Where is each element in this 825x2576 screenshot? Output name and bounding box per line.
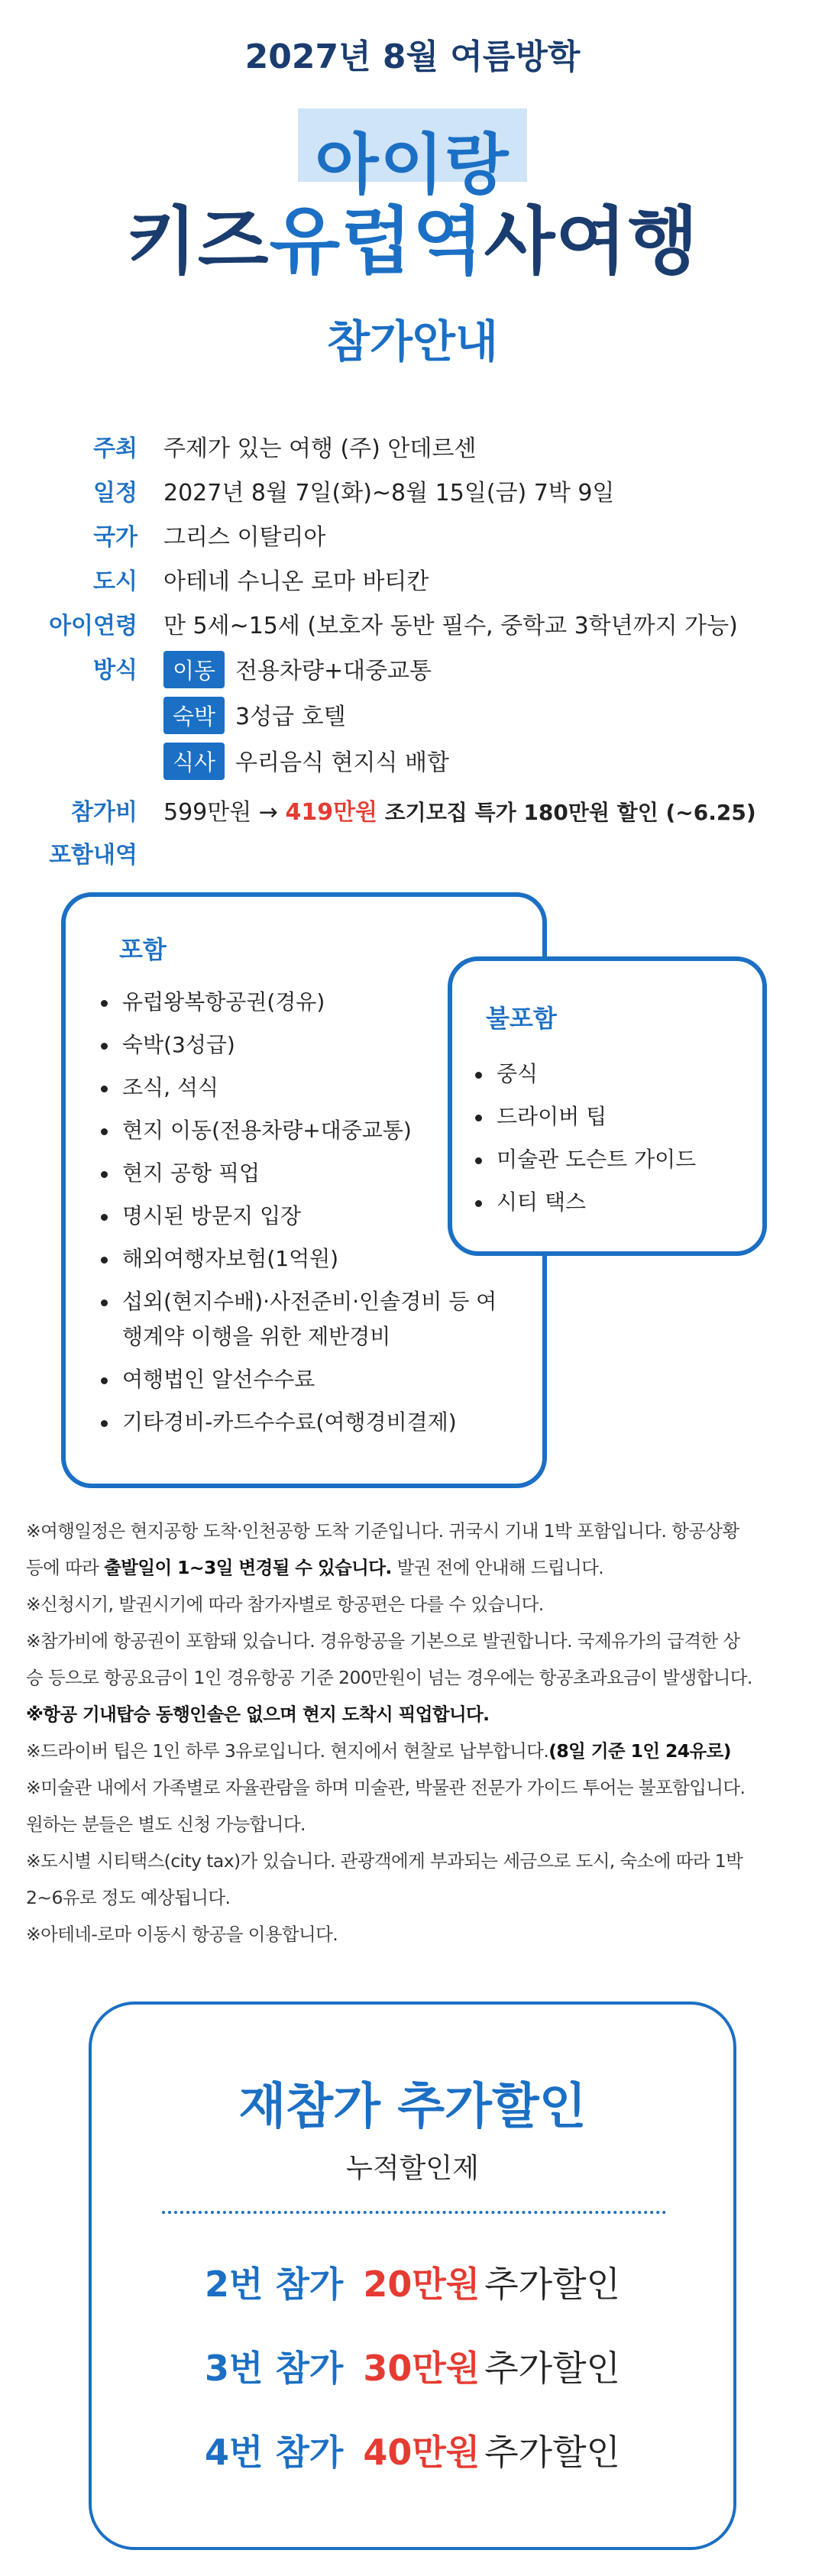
info-row-lodging [0,691,825,733]
list-item: 명시된 방문지 입장 [99,1202,497,1230]
city-label: 도시 [93,568,138,595]
note-text: 등에 따라 [26,1557,105,1578]
info-row-age [0,600,825,643]
list-item: 드라이버 팁 [474,1103,696,1131]
info-row-includes [0,830,825,872]
city-value: 아테네 수니온 로마 바티칸 [163,568,429,595]
participation-guide-title: 참가안내 [326,316,499,367]
note-line: ※도시별 시티택스(city tax)가 있습니다. 관광객에게 부과되는 세금으로 도시, 숙소에 따라 1박 [26,1850,743,1872]
note-line: ※여행일정은 현지공항 도착·인천공항 도착 기준입니다. 귀국시 기내 1박 포함입니다. 항공상황 [26,1520,739,1542]
included-title: 포함 [119,935,167,964]
hero-title-line1: 아이랑 [315,127,510,203]
list-item: 시티 택스 [474,1189,696,1216]
discount-amount: 30만원 [363,2348,480,2389]
discount-count: 3번 참가 [205,2348,344,2389]
rejoin-discount-box [89,2002,736,2550]
note-line: ※신청시기, 발권시기에 따라 참가자별로 항공편은 다를 수 있습니다. [26,1594,544,1615]
tag-lodging: 숙박 [163,697,225,734]
tag-transport: 이동 [163,651,225,688]
fee-sale: 419만원 [285,799,378,826]
age-value: 만 5세~15세 (보호자 동반 필수, 중학교 3학년까지 가능) [163,613,738,639]
note-line: ※미술관 내에서 가족별로 자율관람을 하며 미술관, 박물관 전문가 가이드 투어는 불포함입니다. [26,1777,746,1798]
discount-title: 재참가 추가할인 [238,2079,587,2135]
note-line: ※참가비에 항공권이 포함돼 있습니다. 경유항공을 기본으로 발권합니다. 국제유가의 급격한 상 [26,1630,740,1652]
age-label: 아이연령 [49,613,138,639]
info-row-schedule [0,468,825,510]
note-line: 2~6유로 정도 예상됩니다. [26,1887,231,1908]
fee-note: 조기모집 특가 180만원 할인 (~6.25) [384,800,756,825]
info-row-city [0,556,825,599]
note-line [26,1549,805,1586]
fee-value [163,793,756,827]
discount-row [92,2425,733,2475]
list-item: 미술관 도슨트 가이드 [474,1146,696,1173]
hero-title-line2 [0,183,825,288]
list-item-continuation: 행계약 이행을 위한 제반경비 [122,1324,391,1349]
list-item: 현지 공항 픽업 [99,1160,497,1187]
transport-value: 전용차량+대중교통 [235,658,432,684]
excluded-list [474,1060,696,1231]
tag-meal: 식사 [163,743,225,780]
discount-count: 4번 참가 [205,2432,344,2473]
discount-amount: 40만원 [363,2432,480,2473]
method-lodging [163,697,346,734]
note-line: 승 등으로 항공요금이 1인 경유항공 기준 200만원이 넘는 경우에는 항공초과요금이 발생합니다. [26,1667,752,1688]
host-label: 주최 [93,435,138,462]
meal-value: 우리음식 현지식 배합 [235,749,449,776]
discount-text: 추가할인 [484,2348,620,2389]
country-value: 그리스 이탈리아 [163,524,326,551]
list-item: 숙박(3성급) [99,1031,497,1059]
note-line: ※항공 기내탑승 동행인솔은 없으며 현지 도착시 픽업합니다. [26,1704,490,1725]
note-bold: (8일 기준 1인 24유로) [548,1740,731,1762]
discount-text: 추가할인 [484,2432,620,2473]
included-list [99,989,497,1451]
hero-kids: 키즈 [126,199,270,284]
list-item: 섭외(현지수배)·사전준비·인솔경비 등 여 [99,1288,497,1316]
list-item: 현지 이동(전용차량+대중교통) [99,1117,497,1144]
lodging-value: 3성급 호텔 [235,704,346,730]
fee-label: 참가비 [71,799,138,826]
notes-section [26,1513,805,1953]
hero-sa: 사 [484,199,556,284]
dotted-divider [162,2211,666,2214]
discount-text: 추가할인 [484,2264,620,2305]
note-text: ※드라이버 팁은 1인 하루 3유로입니다. 현지에서 현찰로 납부합니다. [26,1740,549,1762]
discount-count: 2번 참가 [205,2264,344,2305]
list-item: 여행법인 알선수수료 [99,1366,497,1393]
note-text: 발권 전에 안내해 드립니다. [391,1557,604,1578]
hero-europe-history: 유럽역 [269,199,484,284]
discount-row [92,2257,733,2307]
info-row-country [0,512,825,555]
note-line: ※아테네-로마 이동시 항공을 이용합니다. [26,1924,338,1945]
includes-label: 포함내역 [49,842,138,869]
excluded-box [448,956,767,1256]
list-item: 기타경비-카드수수료(여행경비결제) [99,1409,497,1436]
info-row-host [0,423,825,466]
discount-amount: 20만원 [363,2264,480,2305]
note-line [26,1733,805,1769]
schedule-label: 일정 [93,480,138,506]
discount-subtitle: 누적할인제 [346,2153,479,2184]
season-title: 2027년 8월 여름방학 [244,37,581,76]
note-bold: 출발일이 1~3일 변경될 수 있습니다. [104,1557,392,1578]
hero-travel: 여행 [555,199,699,284]
excluded-title: 불포함 [486,1004,557,1033]
schedule-value: 2027년 8월 7일(화)~8월 15일(금) 7박 9일 [163,480,615,506]
list-item: 유럽왕복항공권(경유) [99,989,497,1016]
list-item: 중식 [474,1060,696,1088]
fee-original: 599만원 → [163,799,278,826]
method-meal [163,743,449,780]
list-item: 조식, 석식 [99,1074,497,1102]
info-row-method [0,645,825,688]
list-item: 해외여행자보험(1억원) [99,1245,497,1273]
info-row-meal [0,736,825,779]
discount-row [92,2341,733,2391]
info-row-fee [0,787,825,830]
country-label: 국가 [93,524,138,551]
note-line: 원하는 분들은 별도 신청 가능합니다. [26,1814,306,1835]
host-value: 주제가 있는 여행 (주) 안데르센 [163,435,477,462]
method-label: 방식 [93,657,138,684]
method-transport [163,651,432,688]
